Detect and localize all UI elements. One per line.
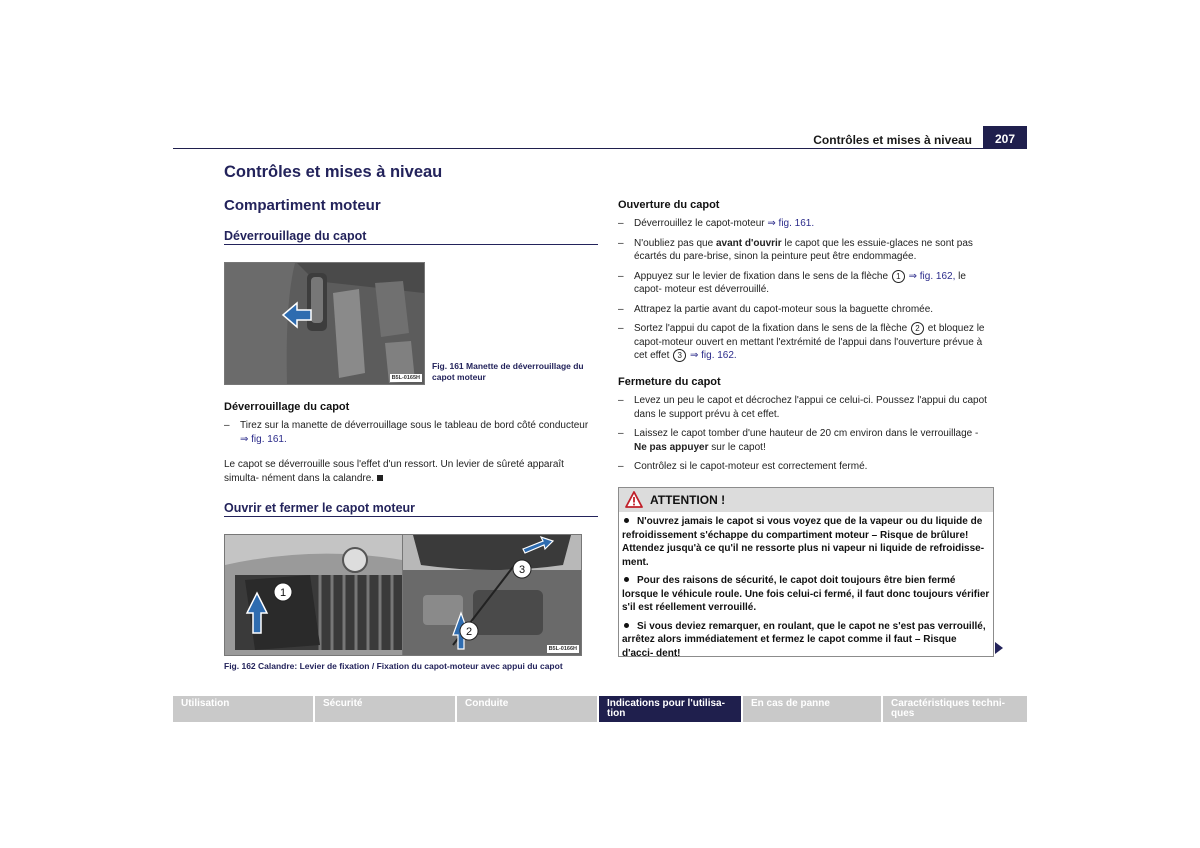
marker-3: 3	[673, 349, 686, 362]
hood-release-lever-illustration	[225, 263, 424, 384]
subsection-unlock-heading: Déverrouillage du capot	[224, 229, 598, 245]
figure-162-left-image	[224, 534, 403, 656]
attention-body	[619, 512, 993, 660]
figure-161-caption: Fig. 161 Manette de déverrouillage du capot moteur	[432, 361, 584, 382]
bullet-icon	[624, 577, 629, 582]
svg-text:2: 2	[465, 626, 473, 638]
running-header-title: Contrôles et mises à niveau	[813, 133, 972, 147]
chapter-title: Contrôles et mises à niveau	[224, 163, 443, 181]
grille-lever-illustration	[225, 535, 402, 655]
opening-subtitle: Ouverture du capot	[618, 199, 720, 211]
closing-step-2: – Laissez le capot tomber d'une hauteur de 20 cm environ dans le verrouillage - Ne pas appuyer sur le capot!	[618, 427, 992, 454]
attention-item-2: Pour des raisons de sécurité, le capot doit toujours être bien fermé lorsque le véhicule roule. Une fois celui-ci fermé, il faut donc toujours vérifier s'il est réellement verrouillé.	[622, 575, 990, 613]
tab-utilisation[interactable]: Utilisation	[173, 696, 313, 722]
page-number: 207	[983, 126, 1027, 149]
figure-162-right-image	[402, 534, 582, 656]
opening-step-5: – Sortez l'appui du capot de la fixation dans le sens de la flèche 2 et bloquez le capot-moteur ouvert en mettant l'extrémité de l'appui dans l'ouverture prévue à cet effet 3 ⇒ fig. 162.	[618, 322, 992, 363]
tab-indications[interactable]: Indications pour l'utilisa- tion	[599, 696, 741, 722]
fig-162-link[interactable]: ⇒ fig. 162,	[908, 270, 956, 282]
opening-step-4: – Attrapez la partie avant du capot-moteur sous la baguette chromée.	[618, 303, 992, 317]
figure-161-code: B5L-0165H	[391, 375, 420, 381]
unlock-paragraph: Le capot se déverrouille sous l'effet d'un ressort. Un levier de sûreté apparaît simulta- nément dans la calandre.	[224, 459, 564, 484]
tab-caracteristiques[interactable]: Caractéristiques techni- ques	[883, 696, 1027, 722]
tab-conduite[interactable]: Conduite	[457, 696, 597, 722]
bullet-icon	[624, 623, 629, 628]
unlock-subtitle: Déverrouillage du capot	[224, 401, 350, 413]
attention-item-3: Si vous deviez remarquer, en roulant, que le capot ne s'est pas verrouillé, arrêtez alors immédiatement et fermez le capot comme il faut – Risque d'acci- dent!	[622, 620, 986, 659]
engine-bay-prop-illustration	[403, 535, 581, 655]
closing-steps	[618, 394, 992, 480]
svg-text:1: 1	[279, 587, 287, 599]
warning-triangle-icon	[625, 491, 643, 508]
marker-2: 2	[911, 322, 924, 335]
figure-162-code: B5L-0166H	[548, 646, 577, 652]
tab-securite[interactable]: Sécurité	[315, 696, 455, 722]
header-rule	[173, 148, 1027, 149]
opening-step-2: – N'oubliez pas que avant d'ouvrir le capot que les essuie-glaces ne sont pas écartés du pare-brise, sinon la peinture peut être endommagée.	[618, 237, 992, 264]
opening-step-3: – Appuyez sur le levier de fixation dans le sens de la flèche 1 ⇒ fig. 162, le capot- moteur est déverrouillé.	[618, 270, 992, 297]
subsection-open-close-heading: Ouvrir et fermer le capot moteur	[224, 501, 598, 517]
closing-step-1: – Levez un peu le capot et décrochez l'appui ce celui-ci. Poussez l'appui du capot dans le support prévu à cet effet.	[618, 394, 992, 421]
fig-161-link[interactable]: ⇒ fig. 161.	[240, 433, 287, 445]
opening-steps	[618, 217, 992, 369]
marker-1: 1	[892, 270, 905, 283]
closing-subtitle: Fermeture du capot	[618, 376, 721, 388]
closing-step-3: – Contrôlez si le capot-moteur est correctement fermé.	[618, 460, 992, 474]
figure-161-image	[224, 262, 425, 385]
attention-header	[619, 488, 993, 512]
fig-162-link[interactable]: ⇒ fig. 162.	[689, 350, 737, 362]
attention-box	[618, 487, 994, 657]
fig-161-link[interactable]: ⇒ fig. 161.	[767, 218, 815, 229]
continue-arrow-icon[interactable]	[995, 642, 1003, 654]
bullet-icon	[624, 518, 629, 523]
unlock-steps	[224, 419, 598, 452]
figure-162-caption: Fig. 162 Calandre: Levier de fixation / Fixation du capot-moteur avec appui du capot	[224, 661, 563, 671]
svg-text:3: 3	[518, 564, 526, 576]
section-title: Compartiment moteur	[224, 197, 381, 214]
opening-step-1: – Déverrouillez le capot-moteur ⇒ fig. 161.	[618, 217, 992, 231]
attention-item-1: N'ouvrez jamais le capot si vous voyez que de la vapeur ou du liquide de refroidissement s'échappe du compartiment moteur – Risque de brûlure! Attendez jusqu'à ce qu'il ne ressorte plus ni vapeur ni liquide de refroidisse- ment.	[622, 516, 985, 568]
end-of-topic-mark	[377, 475, 383, 481]
unlock-step-1: – Tirez sur la manette de déverrouillage sous le tableau de bord côté conducteur ⇒ fig. 161.	[224, 419, 598, 446]
attention-title: ATTENTION !	[650, 493, 726, 507]
tab-en-cas-de-panne[interactable]: En cas de panne	[743, 696, 881, 722]
